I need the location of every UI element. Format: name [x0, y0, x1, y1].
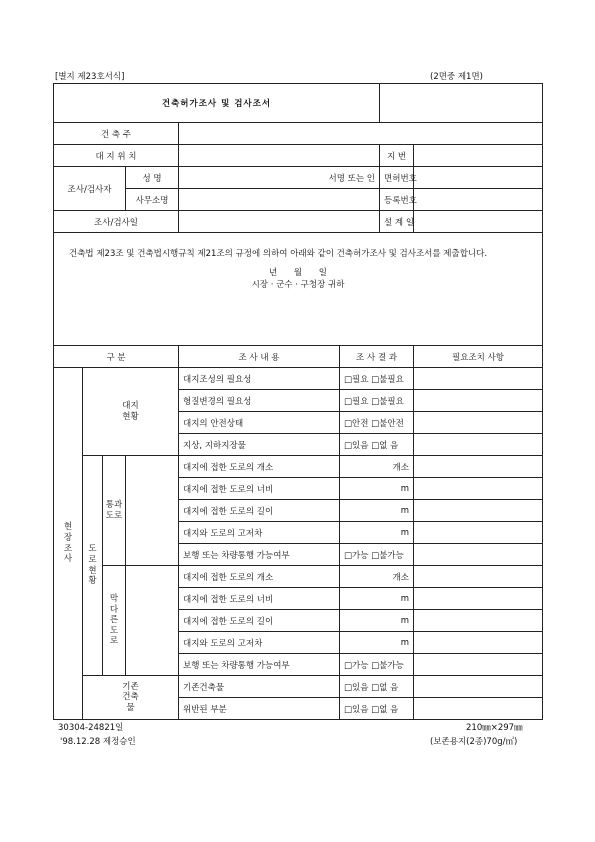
action-field[interactable]	[414, 368, 543, 390]
signature-label: 서명 또는 인	[328, 173, 376, 184]
result-field[interactable]: m	[340, 478, 414, 500]
title-side-box	[380, 84, 543, 123]
through-road-spacer	[126, 456, 179, 566]
result-header: 조 사 결 과	[340, 346, 414, 368]
table-row-item: 보행 또는 차량통행 가능여부	[179, 544, 340, 566]
site-location-field[interactable]	[179, 145, 380, 167]
checkbox-group[interactable]: □필요 □불필요	[340, 390, 414, 412]
paper-spec: (보존용지(2종)70g/㎡)	[430, 737, 518, 747]
table-row-item: 대지에 접한 도로의 개소	[179, 566, 340, 588]
table-row-item: 위반된 부분	[179, 698, 340, 720]
through-road-label: 통과도로	[103, 456, 126, 566]
checkbox-group[interactable]: □필요 □불필요	[340, 368, 414, 390]
approval-note: '98.12.28 제정승인	[60, 737, 136, 747]
result-field[interactable]: m	[340, 522, 414, 544]
form-title: 건축허가조사 및 검사조서	[54, 84, 380, 123]
office-name-field[interactable]	[179, 189, 380, 211]
license-number-label: 면허번호	[380, 167, 414, 189]
existing-building-label: 기존건축물	[83, 676, 179, 720]
category-header: 구 분	[54, 346, 179, 368]
inspector-label: 조사/검사자	[54, 167, 126, 211]
table-row-item: 기존건축물	[179, 676, 340, 698]
checkbox-group[interactable]: □안전 □불안전	[340, 412, 414, 434]
action-field[interactable]	[414, 632, 543, 654]
inspection-date-field[interactable]	[179, 211, 380, 233]
action-field[interactable]	[414, 654, 543, 676]
design-date-field[interactable]	[414, 211, 543, 233]
table-row-item: 대지에 접한 도로의 너비	[179, 478, 340, 500]
dead-end-road-spacer	[126, 566, 179, 676]
site-status-label: 대지현황	[83, 368, 179, 456]
name-label: 성 명	[126, 167, 179, 189]
field-survey-label: 현장조사	[54, 368, 83, 720]
form-number: [별지 제23호서식]	[55, 72, 125, 82]
action-field[interactable]	[414, 456, 543, 478]
table-row-item: 형질변경의 필요성	[179, 390, 340, 412]
table-row-item: 보행 또는 차량통행 가능여부	[179, 654, 340, 676]
inspection-form	[53, 83, 543, 720]
lot-number-field[interactable]	[414, 145, 543, 167]
table-row-item: 대지에 접한 도로의 길이	[179, 610, 340, 632]
result-field[interactable]: m	[340, 588, 414, 610]
result-field[interactable]: m	[340, 500, 414, 522]
signature-field[interactable]	[179, 167, 380, 189]
registration-number-label: 등록번호	[380, 189, 414, 211]
checkbox-group[interactable]: □있음 □없 음	[340, 698, 414, 720]
table-row-item: 대지조성의 필요성	[179, 368, 340, 390]
action-field[interactable]	[414, 698, 543, 720]
dead-end-road-label: 막다른도로	[103, 566, 126, 676]
action-field[interactable]	[414, 610, 543, 632]
site-location-label: 대 지 위 치	[54, 145, 179, 167]
action-field[interactable]	[414, 566, 543, 588]
checkbox-group[interactable]: □가능 □불가능	[340, 544, 414, 566]
result-field[interactable]: 개소	[340, 456, 414, 478]
declaration-text: 건축법 제23조 및 건축법시행규칙 제21조의 규정에 의하여 아래와 같이 건축허가조사 및 검사조서를 제출합니다.	[69, 249, 488, 259]
action-field[interactable]	[414, 544, 543, 566]
action-field[interactable]	[414, 676, 543, 698]
table-row-item: 대지와 도로의 고저차	[179, 632, 340, 654]
table-row-item: 대지와 도로의 고저차	[179, 522, 340, 544]
result-field[interactable]: m	[340, 610, 414, 632]
table-row-item: 대지에 접한 도로의 개소	[179, 456, 340, 478]
inspection-date-label: 조사/검사일	[54, 211, 179, 233]
road-status-label: 도로현황	[83, 456, 103, 676]
action-header: 필요조치 사항	[414, 346, 543, 368]
checkbox-group[interactable]: □있음 □없 음	[340, 434, 414, 456]
action-field[interactable]	[414, 588, 543, 610]
page-info: (2면중 제1면)	[430, 72, 483, 82]
office-name-label: 사무소명	[126, 189, 179, 211]
license-number-field[interactable]	[414, 167, 543, 189]
action-field[interactable]	[414, 412, 543, 434]
table-row-item: 지상, 지하지장물	[179, 434, 340, 456]
table-row-item: 대지에 접한 도로의 너비	[179, 588, 340, 610]
table-row-item: 대지에 접한 도로의 길이	[179, 500, 340, 522]
checkbox-group[interactable]: □가능 □불가능	[340, 654, 414, 676]
owner-field[interactable]	[179, 123, 543, 145]
result-field[interactable]: m	[340, 632, 414, 654]
lot-number-label: 지 번	[380, 145, 414, 167]
action-field[interactable]	[414, 478, 543, 500]
action-field[interactable]	[414, 522, 543, 544]
form-code: 30304-24821일	[58, 723, 124, 733]
owner-label: 건 축 주	[54, 123, 179, 145]
design-date-label: 설 계 일	[380, 211, 414, 233]
checkbox-group[interactable]: □있음 □없 음	[340, 676, 414, 698]
action-field[interactable]	[414, 434, 543, 456]
table-row-item: 대지의 안전상태	[179, 412, 340, 434]
content-header: 조 사 내 용	[179, 346, 340, 368]
action-field[interactable]	[414, 390, 543, 412]
registration-number-field[interactable]	[414, 189, 543, 211]
action-field[interactable]	[414, 500, 543, 522]
declaration-block	[54, 233, 543, 346]
result-field[interactable]: 개소	[340, 566, 414, 588]
declaration-date: 년 월 일	[268, 268, 328, 279]
addressee: 시장 · 군수 · 구청장 귀하	[251, 279, 345, 290]
paper-size: 210㎜×297㎜	[466, 723, 523, 733]
